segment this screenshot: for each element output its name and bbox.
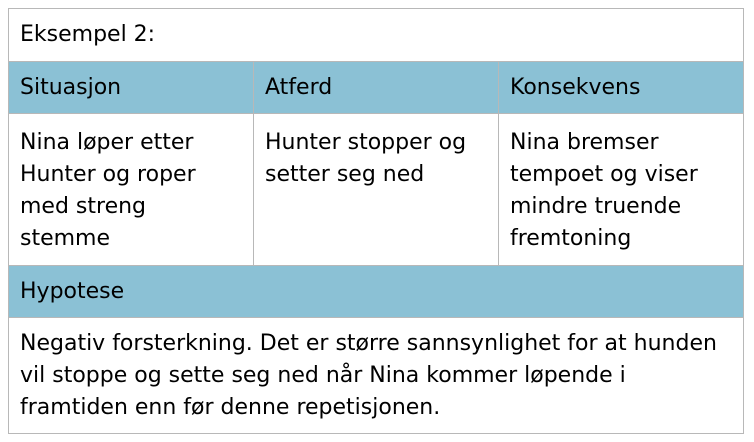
behavior-text: Hunter stopper og setter seg ned [265, 130, 467, 187]
behavior-cell [253, 113, 499, 266]
hypothesis-text: Negativ forsterkning. Det er større sannsynlighet for at hunden vil stoppe og sette seg ned når Nina kommer løpende i framtiden enn før denne repetisjonen. [20, 331, 717, 420]
behavior-analysis-table [8, 8, 744, 434]
consequence-cell [498, 113, 744, 266]
hypothesis-text-cell [8, 317, 744, 434]
hypothesis-label: Hypotese [20, 279, 125, 304]
consequence-text: Nina bremser tempoet og viser mindre truende fremtoning [510, 130, 698, 251]
header-situation: Situasjon [20, 75, 122, 100]
hypothesis-header-cell [8, 265, 744, 318]
situation-text: Nina løper etter Hunter og roper med streng stemme [20, 130, 196, 251]
header-behavior: Atferd [265, 75, 333, 100]
example-title: Eksempel 2: [20, 22, 156, 47]
header-situation-cell [8, 61, 254, 114]
header-consequence-cell [498, 61, 744, 114]
header-consequence: Konsekvens [510, 75, 641, 100]
header-behavior-cell [253, 61, 499, 114]
example-title-cell [8, 8, 744, 62]
situation-cell [8, 113, 254, 266]
